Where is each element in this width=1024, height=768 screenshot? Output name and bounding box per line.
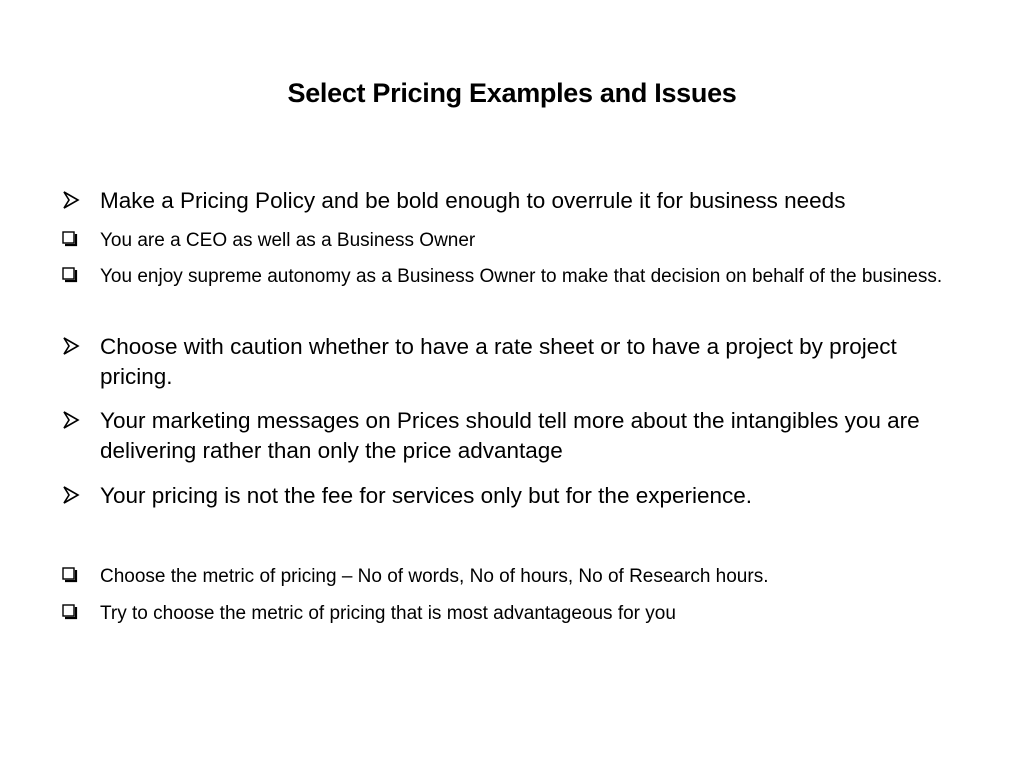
bullet-text: Make a Pricing Policy and be bold enough to overrule it for business needs (100, 188, 846, 213)
bullet-text: Choose the metric of pricing – No of words, No of hours, No of Research hours. (100, 566, 769, 587)
bullet-text: You enjoy supreme autonomy as a Business Owner to make that decision on behalf of the business. (100, 266, 943, 287)
checkbox-bullet-icon (62, 264, 100, 283)
list-item (62, 186, 962, 216)
checkbox-bullet-icon (62, 601, 100, 620)
list-item (62, 332, 962, 391)
list-item (62, 601, 962, 626)
bullet-text: Your pricing is not the fee for services only but for the experience. (100, 483, 753, 508)
bullet-text: Your marketing messages on Prices should tell more about the intangibles you are delivering rather than only the price advantage (100, 408, 920, 463)
arrow-bullet-icon (62, 481, 100, 504)
list-item (62, 481, 962, 511)
checkbox-bullet-icon (62, 228, 100, 247)
arrow-bullet-icon (62, 332, 100, 355)
checkbox-bullet-icon (62, 564, 100, 583)
list-item (62, 264, 962, 289)
slide-title: Select Pricing Examples and Issues (287, 78, 737, 108)
bullet-text: Choose with caution whether to have a rate sheet or to have a project by project pricing. (100, 334, 897, 389)
arrow-bullet-icon (62, 406, 100, 429)
list-item (62, 228, 962, 253)
list-item (62, 406, 962, 465)
bullet-text: Try to choose the metric of pricing that is most advantageous for you (100, 603, 676, 624)
bullet-text: You are a CEO as well as a Business Owner (100, 230, 476, 251)
arrow-bullet-icon (62, 186, 100, 209)
list-item (62, 564, 962, 589)
